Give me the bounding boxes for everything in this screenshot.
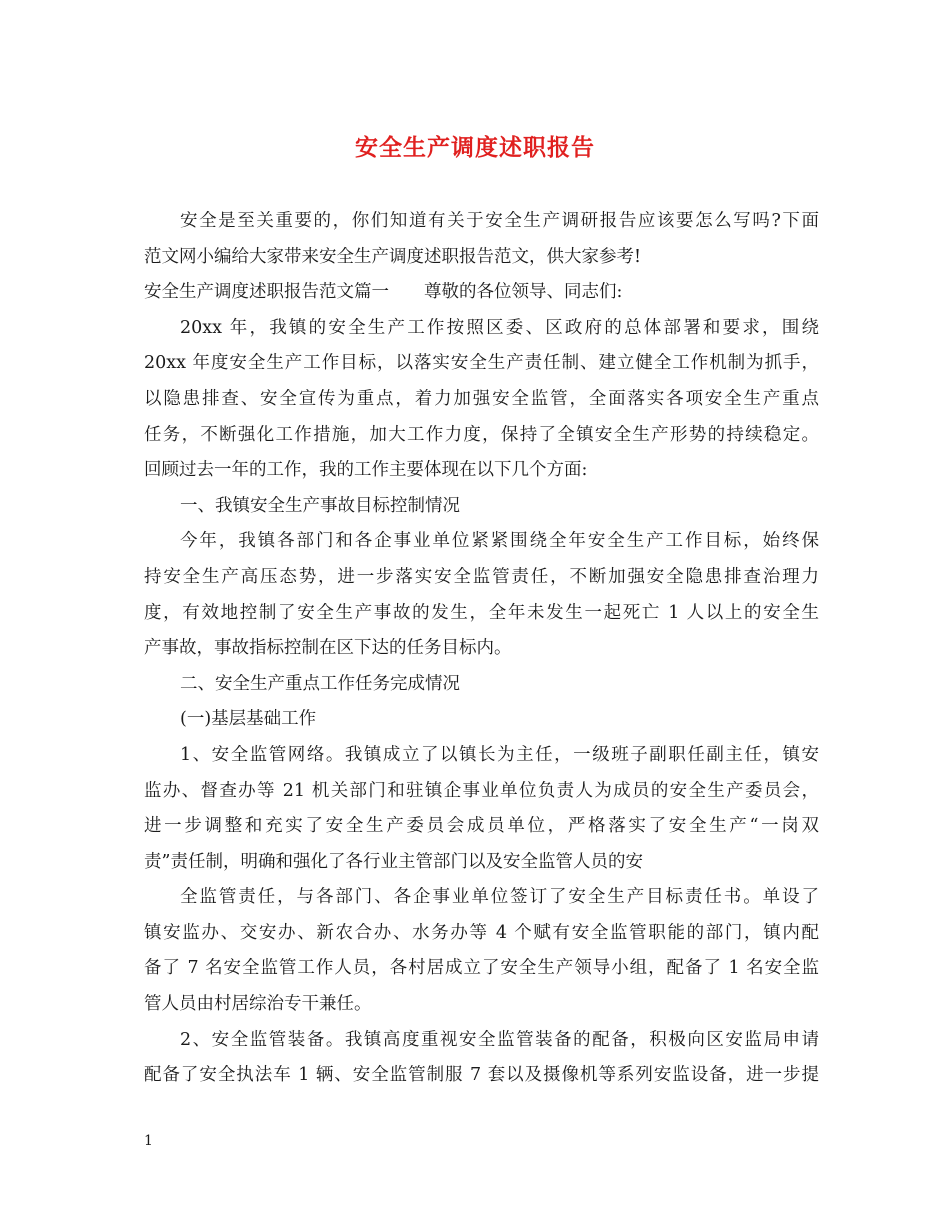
paragraph-line: 20xx 年，我镇的安全生产工作按照区委、区政府的总体部署和要求，围绕 [180,317,819,338]
subsection-heading: (一)基层基础工作 [180,709,317,730]
paragraph-line: 度，有效地控制了安全生产事故的发生，全年未发生一起死亡 1 人以上的安全生 [144,602,819,623]
document-title: 安全生产调度述职报告 [355,134,595,161]
page-number: 1 [144,1133,153,1149]
paragraph-line: 备了 7 名安全监管工作人员，各村居成立了安全生产领导小组，配备了 1 名安全监 [144,958,819,979]
paragraph-line: 今年，我镇各部门和各企事业单位紧紧围绕全年安全生产工作目标，始终保 [180,531,819,552]
document-body [144,204,819,1094]
paragraph-line: 全监管责任，与各部门、各企事业单位签订了安全生产目标责任书。单设了 [180,887,819,908]
paragraph-line: 镇安监办、交安办、新农合办、水务办等 4 个赋有安全监管职能的部门，镇内配 [144,922,819,943]
paragraph-line: 2、安全监管装备。我镇高度重视安全监管装备的配备，积极向区安监局申请 [180,1029,819,1050]
section-heading: 一、我镇安全生产事故目标控制情况 [180,495,460,516]
paragraph-line: 安全是至关重要的，你们知道有关于安全生产调研报告应该要怎么写吗?下面 [180,211,819,231]
paragraph-line: 产事故，事故指标控制在区下达的任务目标内。 [144,638,512,659]
paragraph-line: 安全生产调度述职报告范文篇一 尊敬的各位领导、同志们: [144,282,623,303]
paragraph-line: 20xx 年度安全生产工作目标，以落实安全生产责任制、建立健全工作机制为抓手， [144,353,819,374]
paragraph-line: 监办、督查办等 21 机关部门和驻镇企事业单位负责人为成员的安全生产委员会， [144,780,819,801]
paragraph-line: 持安全生产高压态势，进一步落实安全监管责任，不断加强安全隐患排查治理力 [144,566,819,587]
paragraph-line: 回顾过去一年的工作，我的工作主要体现在以下几个方面: [144,460,588,481]
paragraph-line: 任务，不断强化工作措施，加大工作力度，保持了全镇安全生产形势的持续稳定。 [144,424,819,445]
paragraph-line: 责”责任制，明确和强化了各行业主管部门以及安全监管人员的安 [144,851,643,872]
paragraph-line: 进一步调整和充实了安全生产委员会成员单位，严格落实了安全生产“一岗双 [144,816,819,837]
paragraph-line: 1、安全监管网络。我镇成立了以镇长为主任，一级班子副职任副主任，镇安 [180,744,819,765]
paragraph-line: 管人员由村居综治专干兼任。 [144,994,372,1015]
paragraph-line: 以隐患排查、安全宣传为重点，着力加强安全监管，全面落实各项安全生产重点 [144,388,819,409]
paragraph-line: 配备了安全执法车 1 辆、安全监管制服 7 套以及摄像机等系列安监设备，进一步提 [144,1065,819,1086]
section-heading: 二、安全生产重点工作任务完成情况 [180,673,460,694]
paragraph-line: 范文网小编给大家带来安全生产调度述职报告范文，供大家参考! [144,246,642,267]
